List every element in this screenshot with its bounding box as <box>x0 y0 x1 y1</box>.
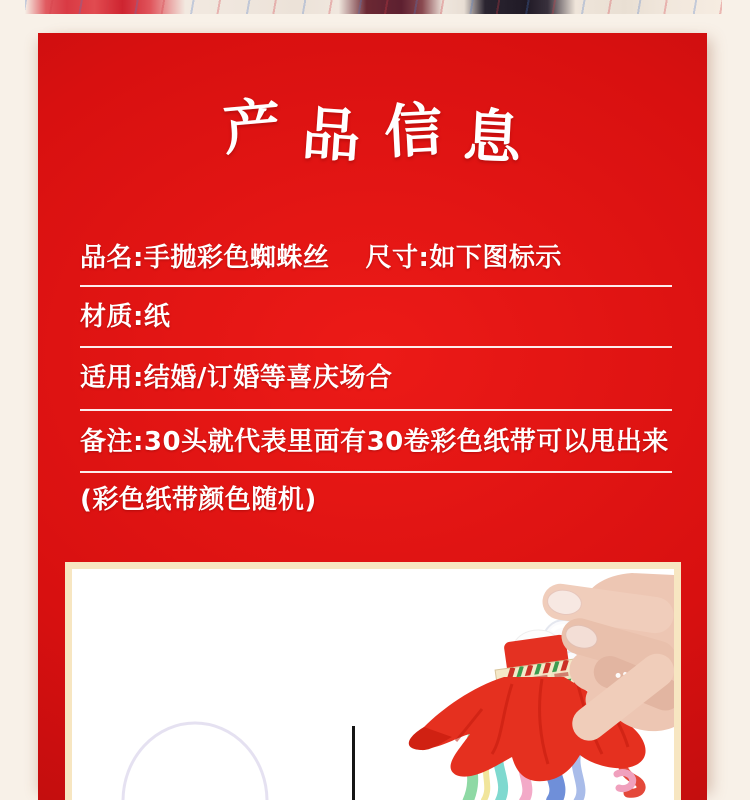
spec-row-note: 备注:30头就代表里面有30卷彩色纸带可以甩出来 <box>80 427 669 457</box>
spec-row-name-size: 品名:手抛彩色蜘蛛丝 尺寸:如下图标示 <box>80 243 562 273</box>
divider <box>80 471 672 473</box>
divider <box>80 285 672 287</box>
product-photo <box>65 562 681 800</box>
title-char: 信 <box>382 95 444 167</box>
divider <box>80 346 672 348</box>
product-photo-art <box>72 569 674 800</box>
page-title <box>38 90 707 173</box>
divider <box>80 409 672 411</box>
spec-row-material: 材质:纸 <box>80 302 171 332</box>
spec-row-note-extra: (彩色纸带颜色随机) <box>80 485 317 515</box>
title-char: 品 <box>300 99 364 171</box>
title-char: 息 <box>461 101 523 173</box>
spec-row-occasion: 适用:结婚/订婚等喜庆场合 <box>80 363 393 393</box>
top-photo-strip <box>25 0 722 14</box>
title-char: 产 <box>220 90 285 164</box>
product-info-panel <box>38 33 707 800</box>
